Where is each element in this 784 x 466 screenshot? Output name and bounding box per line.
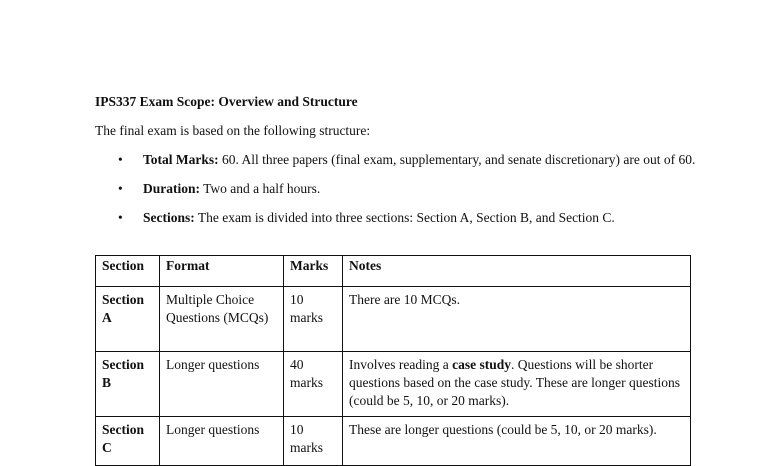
structure-list [118,151,698,238]
list-item-sections [118,209,698,227]
header-format: Format [160,256,284,287]
exam-structure-table [95,255,691,466]
bullet-icon: • [118,181,123,196]
list-item-text: 60. All three papers (final exam, supplementary, and senate discretionary) are out of 60. [218,152,696,167]
bullet-icon: • [118,210,123,225]
bullet-icon: • [118,152,123,167]
cell-format: Longer questions [160,417,284,466]
notes-emphasis: case study [452,357,511,372]
cell-format: Multiple Choice Questions (MCQs) [160,287,284,352]
cell-notes [343,417,691,466]
notes-text: Involves reading a [349,357,453,372]
notes-text: These are longer questions (could be 5, 10, or 20 marks). [349,422,657,437]
list-item-total-marks [118,151,698,169]
header-marks: Marks [284,256,343,287]
cell-section: Section C [96,417,160,466]
cell-notes [343,287,691,352]
header-section: Section [96,256,160,287]
intro-paragraph: The final exam is based on the following structure: [95,123,371,138]
cell-section: Section B [96,352,160,417]
cell-format: Longer questions [160,352,284,417]
cell-section: Section A [96,287,160,352]
header-notes: Notes [343,256,691,287]
list-item-label: Total Marks: [143,152,219,167]
list-item-text: Two and a half hours. [200,181,321,196]
notes-text: There are 10 MCQs. [349,292,460,307]
list-item-duration [118,180,698,198]
table-header-row [96,256,691,287]
table-row [96,417,691,466]
list-item-text: The exam is divided into three sections: Section A, Section B, and Section C. [194,210,615,225]
cell-notes [343,352,691,417]
page-title: IPS337 Exam Scope: Overview and Structure [95,94,358,109]
list-item-label: Duration: [143,181,200,196]
list-item-label: Sections: [143,210,195,225]
table-row [96,352,691,417]
cell-marks: 10 marks [284,287,343,352]
cell-marks: 10 marks [284,417,343,466]
notes-text: . Questions will be shorter questions based on the case study. These are longer questions (could be 5, 10, or 20 marks). [349,357,681,408]
table-row [96,287,691,352]
cell-marks: 40 marks [284,352,343,417]
